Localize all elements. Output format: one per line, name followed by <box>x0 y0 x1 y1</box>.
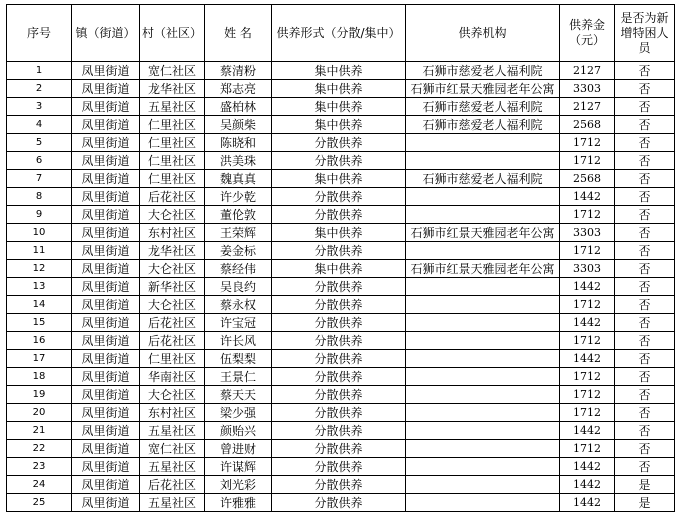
cell-idx: 1 <box>7 62 72 80</box>
cell-new: 否 <box>615 242 675 260</box>
cell-town: 凤里街道 <box>72 314 140 332</box>
cell-name: 许少乾 <box>205 188 272 206</box>
cell-form: 分散供养 <box>272 314 406 332</box>
cell-new: 是 <box>615 494 675 512</box>
cell-idx: 12 <box>7 260 72 278</box>
table-row <box>7 62 675 80</box>
cell-amount: 1442 <box>560 458 615 476</box>
cell-idx: 20 <box>7 404 72 422</box>
cell-village: 大仑社区 <box>140 386 205 404</box>
cell-amount: 1712 <box>560 332 615 350</box>
cell-new: 否 <box>615 278 675 296</box>
cell-amount: 1712 <box>560 242 615 260</box>
cell-town: 凤里街道 <box>72 206 140 224</box>
cell-form: 集中供养 <box>272 98 406 116</box>
cell-village: 宽仁社区 <box>140 62 205 80</box>
cell-idx: 9 <box>7 206 72 224</box>
cell-form: 分散供养 <box>272 296 406 314</box>
cell-new: 否 <box>615 224 675 242</box>
cell-form: 集中供养 <box>272 260 406 278</box>
cell-org: 石狮市慈爱老人福利院 <box>406 62 560 80</box>
header-form: 供养形式（分散/集中） <box>272 5 406 62</box>
table-row <box>7 368 675 386</box>
cell-idx: 4 <box>7 116 72 134</box>
cell-name: 陈晓和 <box>205 134 272 152</box>
cell-village: 五星社区 <box>140 494 205 512</box>
cell-idx: 3 <box>7 98 72 116</box>
cell-org <box>406 476 560 494</box>
cell-org: 石狮市红景天雅园老年公寓 <box>406 80 560 98</box>
cell-org <box>406 278 560 296</box>
cell-name: 许雅雅 <box>205 494 272 512</box>
cell-form: 集中供养 <box>272 224 406 242</box>
cell-town: 凤里街道 <box>72 170 140 188</box>
cell-name: 郑志亮 <box>205 80 272 98</box>
cell-idx: 18 <box>7 368 72 386</box>
cell-amount: 1712 <box>560 386 615 404</box>
cell-org <box>406 152 560 170</box>
cell-form: 集中供养 <box>272 62 406 80</box>
cell-amount: 1442 <box>560 476 615 494</box>
cell-amount: 3303 <box>560 260 615 278</box>
cell-new: 否 <box>615 458 675 476</box>
table-row <box>7 422 675 440</box>
cell-new: 是 <box>615 476 675 494</box>
cell-town: 凤里街道 <box>72 152 140 170</box>
cell-village: 仁里社区 <box>140 170 205 188</box>
cell-name: 王景仁 <box>205 368 272 386</box>
cell-name: 王荣辉 <box>205 224 272 242</box>
cell-name: 许谋辉 <box>205 458 272 476</box>
header-org: 供养机构 <box>406 5 560 62</box>
cell-form: 集中供养 <box>272 80 406 98</box>
cell-new: 否 <box>615 386 675 404</box>
table-row <box>7 134 675 152</box>
cell-idx: 11 <box>7 242 72 260</box>
table-row <box>7 80 675 98</box>
table-row <box>7 152 675 170</box>
cell-org: 石狮市红景天雅园老年公寓 <box>406 224 560 242</box>
cell-org <box>406 188 560 206</box>
cell-new: 否 <box>615 350 675 368</box>
cell-village: 五星社区 <box>140 458 205 476</box>
cell-town: 凤里街道 <box>72 458 140 476</box>
cell-org <box>406 332 560 350</box>
cell-form: 分散供养 <box>272 404 406 422</box>
cell-amount: 3303 <box>560 80 615 98</box>
cell-org <box>406 440 560 458</box>
cell-amount: 1712 <box>560 368 615 386</box>
cell-form: 分散供养 <box>272 278 406 296</box>
cell-amount: 1712 <box>560 296 615 314</box>
cell-village: 龙华社区 <box>140 80 205 98</box>
cell-name: 颜贻兴 <box>205 422 272 440</box>
cell-form: 分散供养 <box>272 188 406 206</box>
cell-village: 大仑社区 <box>140 260 205 278</box>
header-town: 镇（街道） <box>72 5 140 62</box>
cell-name: 吴良约 <box>205 278 272 296</box>
cell-org <box>406 404 560 422</box>
table-row <box>7 188 675 206</box>
header-amount: 供养金（元） <box>560 5 615 62</box>
table-row <box>7 206 675 224</box>
cell-name: 董伦敦 <box>205 206 272 224</box>
table-row <box>7 242 675 260</box>
cell-idx: 22 <box>7 440 72 458</box>
cell-name: 吴颜柴 <box>205 116 272 134</box>
cell-idx: 17 <box>7 350 72 368</box>
table-row <box>7 458 675 476</box>
cell-org <box>406 458 560 476</box>
header-new: 是否为新增特困人员 <box>615 5 675 62</box>
cell-org: 石狮市慈爱老人福利院 <box>406 98 560 116</box>
cell-idx: 15 <box>7 314 72 332</box>
cell-village: 仁里社区 <box>140 152 205 170</box>
cell-org: 石狮市慈爱老人福利院 <box>406 170 560 188</box>
cell-town: 凤里街道 <box>72 224 140 242</box>
cell-form: 分散供养 <box>272 386 406 404</box>
cell-new: 否 <box>615 206 675 224</box>
cell-form: 分散供养 <box>272 476 406 494</box>
cell-village: 五星社区 <box>140 98 205 116</box>
cell-village: 仁里社区 <box>140 116 205 134</box>
cell-new: 否 <box>615 98 675 116</box>
cell-new: 否 <box>615 332 675 350</box>
cell-idx: 2 <box>7 80 72 98</box>
cell-amount: 1442 <box>560 278 615 296</box>
cell-form: 分散供养 <box>272 134 406 152</box>
cell-amount: 1712 <box>560 134 615 152</box>
cell-org <box>406 206 560 224</box>
cell-name: 姜金标 <box>205 242 272 260</box>
cell-town: 凤里街道 <box>72 422 140 440</box>
cell-village: 宽仁社区 <box>140 440 205 458</box>
cell-idx: 10 <box>7 224 72 242</box>
cell-name: 蔡清粉 <box>205 62 272 80</box>
cell-new: 否 <box>615 62 675 80</box>
cell-name: 蔡天天 <box>205 386 272 404</box>
cell-amount: 2127 <box>560 98 615 116</box>
table-row <box>7 440 675 458</box>
cell-idx: 7 <box>7 170 72 188</box>
cell-village: 仁里社区 <box>140 350 205 368</box>
cell-amount: 2568 <box>560 116 615 134</box>
table-row <box>7 170 675 188</box>
cell-town: 凤里街道 <box>72 368 140 386</box>
cell-amount: 1442 <box>560 350 615 368</box>
table-row <box>7 476 675 494</box>
cell-village: 华南社区 <box>140 368 205 386</box>
table-row <box>7 314 675 332</box>
cell-idx: 23 <box>7 458 72 476</box>
cell-org: 石狮市红景天雅园老年公寓 <box>406 260 560 278</box>
support-table <box>6 4 675 512</box>
cell-village: 后花社区 <box>140 332 205 350</box>
cell-idx: 21 <box>7 422 72 440</box>
cell-idx: 25 <box>7 494 72 512</box>
cell-name: 许宝冠 <box>205 314 272 332</box>
cell-town: 凤里街道 <box>72 188 140 206</box>
cell-idx: 8 <box>7 188 72 206</box>
header-name: 姓 名 <box>205 5 272 62</box>
cell-form: 分散供养 <box>272 242 406 260</box>
cell-town: 凤里街道 <box>72 134 140 152</box>
cell-form: 分散供养 <box>272 152 406 170</box>
table-row <box>7 494 675 512</box>
cell-amount: 1712 <box>560 152 615 170</box>
cell-amount: 1442 <box>560 314 615 332</box>
cell-new: 否 <box>615 314 675 332</box>
cell-amount: 1712 <box>560 404 615 422</box>
cell-form: 集中供养 <box>272 170 406 188</box>
cell-org <box>406 386 560 404</box>
cell-town: 凤里街道 <box>72 494 140 512</box>
cell-form: 分散供养 <box>272 332 406 350</box>
cell-village: 后花社区 <box>140 314 205 332</box>
cell-idx: 14 <box>7 296 72 314</box>
cell-name: 梁少强 <box>205 404 272 422</box>
cell-new: 否 <box>615 152 675 170</box>
cell-idx: 19 <box>7 386 72 404</box>
cell-village: 大仑社区 <box>140 296 205 314</box>
cell-form: 集中供养 <box>272 116 406 134</box>
cell-village: 东村社区 <box>140 404 205 422</box>
cell-org <box>406 368 560 386</box>
table-row <box>7 296 675 314</box>
cell-town: 凤里街道 <box>72 440 140 458</box>
cell-amount: 1442 <box>560 188 615 206</box>
cell-town: 凤里街道 <box>72 116 140 134</box>
document-page <box>6 4 675 512</box>
cell-name: 伍梨梨 <box>205 350 272 368</box>
cell-form: 分散供养 <box>272 206 406 224</box>
header-village: 村（社区） <box>140 5 205 62</box>
cell-amount: 2127 <box>560 62 615 80</box>
cell-form: 分散供养 <box>272 422 406 440</box>
cell-form: 分散供养 <box>272 440 406 458</box>
header-idx: 序号 <box>7 5 72 62</box>
cell-org <box>406 422 560 440</box>
cell-new: 否 <box>615 296 675 314</box>
cell-village: 后花社区 <box>140 476 205 494</box>
cell-town: 凤里街道 <box>72 98 140 116</box>
cell-town: 凤里街道 <box>72 260 140 278</box>
cell-idx: 13 <box>7 278 72 296</box>
cell-village: 东村社区 <box>140 224 205 242</box>
cell-town: 凤里街道 <box>72 242 140 260</box>
cell-idx: 16 <box>7 332 72 350</box>
cell-org <box>406 494 560 512</box>
cell-new: 否 <box>615 260 675 278</box>
cell-new: 否 <box>615 80 675 98</box>
cell-name: 曾进财 <box>205 440 272 458</box>
cell-amount: 1442 <box>560 494 615 512</box>
cell-new: 否 <box>615 368 675 386</box>
table-row <box>7 350 675 368</box>
cell-org <box>406 296 560 314</box>
cell-form: 分散供养 <box>272 458 406 476</box>
header-row <box>7 5 675 62</box>
cell-village: 新华社区 <box>140 278 205 296</box>
cell-town: 凤里街道 <box>72 80 140 98</box>
table-row <box>7 116 675 134</box>
table-row <box>7 332 675 350</box>
cell-amount: 2568 <box>560 170 615 188</box>
cell-org <box>406 134 560 152</box>
cell-town: 凤里街道 <box>72 332 140 350</box>
cell-village: 后花社区 <box>140 188 205 206</box>
cell-village: 仁里社区 <box>140 134 205 152</box>
cell-name: 许长风 <box>205 332 272 350</box>
table-row <box>7 98 675 116</box>
cell-town: 凤里街道 <box>72 278 140 296</box>
cell-town: 凤里街道 <box>72 404 140 422</box>
cell-org <box>406 350 560 368</box>
cell-amount: 1712 <box>560 440 615 458</box>
cell-org: 石狮市慈爱老人福利院 <box>406 116 560 134</box>
cell-new: 否 <box>615 440 675 458</box>
cell-new: 否 <box>615 170 675 188</box>
cell-town: 凤里街道 <box>72 62 140 80</box>
cell-new: 否 <box>615 116 675 134</box>
cell-name: 洪美珠 <box>205 152 272 170</box>
table-row <box>7 404 675 422</box>
cell-amount: 1712 <box>560 206 615 224</box>
cell-name: 魏真真 <box>205 170 272 188</box>
cell-village: 大仑社区 <box>140 206 205 224</box>
cell-idx: 6 <box>7 152 72 170</box>
cell-org <box>406 242 560 260</box>
cell-idx: 24 <box>7 476 72 494</box>
cell-form: 分散供养 <box>272 350 406 368</box>
table-row <box>7 386 675 404</box>
cell-new: 否 <box>615 134 675 152</box>
cell-new: 否 <box>615 188 675 206</box>
cell-town: 凤里街道 <box>72 296 140 314</box>
cell-name: 刘光彩 <box>205 476 272 494</box>
table-row <box>7 260 675 278</box>
cell-amount: 3303 <box>560 224 615 242</box>
table-body <box>7 62 675 512</box>
cell-idx: 5 <box>7 134 72 152</box>
cell-town: 凤里街道 <box>72 476 140 494</box>
cell-new: 否 <box>615 404 675 422</box>
cell-village: 五星社区 <box>140 422 205 440</box>
cell-org <box>406 314 560 332</box>
cell-form: 分散供养 <box>272 368 406 386</box>
cell-village: 龙华社区 <box>140 242 205 260</box>
cell-new: 否 <box>615 422 675 440</box>
cell-town: 凤里街道 <box>72 386 140 404</box>
cell-form: 分散供养 <box>272 494 406 512</box>
cell-name: 蔡永权 <box>205 296 272 314</box>
cell-town: 凤里街道 <box>72 350 140 368</box>
cell-amount: 1442 <box>560 422 615 440</box>
table-row <box>7 278 675 296</box>
cell-name: 蔡经伟 <box>205 260 272 278</box>
table-row <box>7 224 675 242</box>
cell-name: 盛柏林 <box>205 98 272 116</box>
